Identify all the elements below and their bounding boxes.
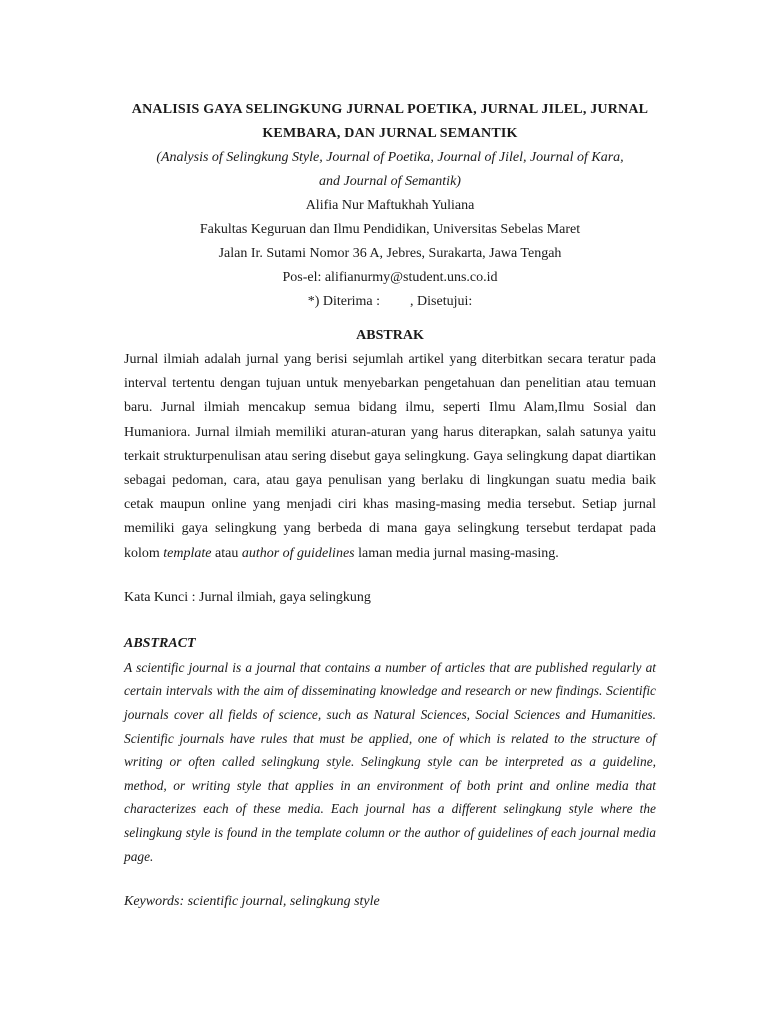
author-name: Alifia Nur Maftukhah Yuliana	[305, 198, 475, 213]
abstrak-term-template: template	[163, 545, 212, 561]
submission-dates	[124, 290, 656, 314]
paper-content	[124, 98, 656, 914]
abstrak-text-2: atau	[211, 545, 242, 561]
abstract-heading: ABSTRACT	[124, 635, 196, 651]
received-label: *) Diterima :	[307, 294, 381, 309]
approved-label: , Disetujui:	[410, 294, 473, 309]
keywords: Keywords: scientific journal, selingkung style	[124, 894, 380, 910]
author-affiliation: Fakultas Keguruan dan Ilmu Pendidikan, Universitas Sebelas Maret	[199, 222, 581, 237]
english-title-line-2: and Journal of Semantik)	[319, 174, 461, 189]
paper-title-line-2: KEMBARA, DAN JURNAL SEMANTIK	[262, 126, 518, 141]
abstrak-text-3: laman media jurnal masing-masing.	[354, 545, 559, 561]
kata-kunci: Kata Kunci : Jurnal ilmiah, gaya selingkung	[124, 589, 371, 605]
author-address: Jalan Ir. Sutami Nomor 36 A, Jebres, Surakarta, Jawa Tengah	[218, 246, 562, 261]
abstrak-body	[124, 348, 656, 566]
author-email: Pos-el: alifianurmy@student.uns.co.id	[282, 270, 498, 285]
abstract-body: A scientific journal is a journal that contains a number of articles that are published regularly at certain intervals with the aim of disseminating knowledge and research or new findings. Scientific journals cover all fields of science, such as Natural Sciences, Social Sciences and Humanities. Scientific journals have rules that must be applied, one of which is related to the structure of writing or often called selingkung style. Selingkung style can be interpreted as a guideline, method, or writing style that applies in an environment of both print and online media that characterizes each of these media. Each journal has a different selingkung style where the selingkung style is found in the template column or the author of guidelines of each journal media page.	[124, 659, 656, 864]
english-title-line-1: (Analysis of Selingkung Style, Journal of Poetika, Journal of Jilel, Journal of Kara,	[156, 150, 624, 165]
abstrak-text-1: Jurnal ilmiah adalah jurnal yang berisi sejumlah artikel yang diterbitkan secara teratur pada interval tertentu dengan tujuan untuk menyebarkan pengetahuan dan penelitian atau temuan baru. Jurnal ilmiah mencakup semua bidang ilmu, seperti Ilmu Alam,Ilmu Sosial dan Humaniora. Jurnal ilmiah memiliki aturan-aturan yang harus diterapkan, salah satunya yaitu terkait strukturpenulisan atau sering disebut gaya selingkung. Gaya selingkung dapat diartikan sebagai pedoman, cara, atau gaya penulisan yang berlaku di lingkungan suatu media baik cetak maupun online yang menjadi ciri khas masing-masing media tersebut. Setiap jurnal memiliki gaya selingkung yang berbeda di mana gaya selingkung tersebut terdapat pada kolom	[124, 352, 656, 561]
paper-title-line-1: ANALISIS GAYA SELINGKUNG JURNAL POETIKA, JURNAL JILEL, JURNAL	[131, 102, 649, 117]
abstrak-heading: ABSTRAK	[356, 328, 424, 343]
abstrak-term-author: author of guidelines	[241, 545, 355, 561]
